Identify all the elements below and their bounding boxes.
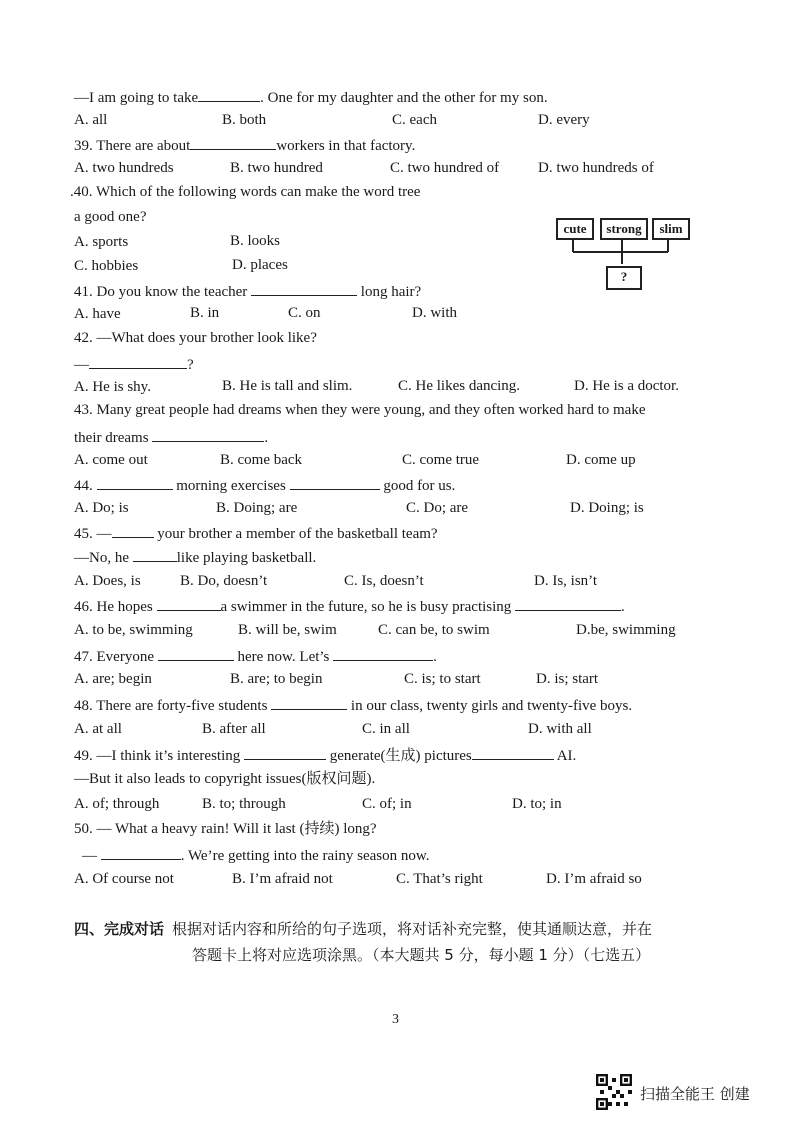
q49-option-a: A. of; through [74,796,160,812]
q40-stem-line1: .40. Which of the following words can make the word tree [70,184,421,200]
q41-option-a: A. have [74,306,121,322]
q44-option-a: A. Do; is [74,500,129,516]
answer-blank [333,646,433,661]
q46-option-d: D.be, swimming [576,622,676,638]
q43-stem-line1: 43. Many great people had dreams when they were young, and they often worked hard to make [74,402,646,418]
q39-option-d: D. two hundreds of [538,160,654,176]
q39-stem: 39. There are about workers in that factory. [74,135,415,155]
tree-word-cute: cute [556,218,594,240]
q42-stem-line1: 42. —What does your brother look like? [74,330,317,346]
scanner-watermark: 扫描全能王 创建 [640,1085,750,1103]
q46-option-a: A. to be, swimming [74,622,193,638]
q45-option-a: A. Does, is [74,573,141,589]
q42-stem-line2: — ? [74,354,194,374]
q47-option-b: B. are; to begin [230,671,323,687]
answer-blank [112,523,154,538]
q45-stem-line2: —No, he like playing basketball. [74,547,316,567]
q50-option-c: C. That’s right [396,871,483,887]
answer-blank [251,281,357,296]
q45-option-d: D. Is, isn’t [534,573,598,589]
q49-option-c: C. of; in [362,796,412,812]
q46-stem: 46. He hopes a swimmer in the future, so he is busy practising . [74,596,625,616]
q48-option-c: C. in all [362,721,410,737]
q41-stem: 41. Do you know the teacher long hair? [74,281,421,301]
q50-option-d: D. I’m afraid so [546,871,642,887]
answer-blank [244,745,326,760]
q45-option-b: B. Do, doesn’t [180,573,268,589]
answer-blank [133,547,177,562]
answer-blank [472,745,554,760]
q40-option-b: B. looks [230,233,281,249]
q39-option-a: A. two hundreds [74,160,174,176]
page-number: 3 [392,1012,399,1027]
q50-option-a: A. Of course not [74,871,174,887]
q41-option-c: C. on [288,305,321,321]
q49-option-d: D. to; in [512,796,562,812]
qr-code-icon [596,1074,632,1110]
q43-stem-line2: their dreams . [74,427,268,447]
answer-blank [97,475,173,490]
answer-blank [515,596,621,611]
section-4-line1: 四、完成对话 根据对话内容和所给的句子选项，将对话补充完整，使其通顺达意，并在 [74,920,653,938]
q38-option-b: B. both [222,112,267,128]
q41-option-d: D. with [412,305,457,321]
tree-word-slim: slim [652,218,690,240]
q49-stem-line1: 49. —I think it’s interesting generate(生成) pictures AI. [74,745,576,765]
q45-stem-line1: 45. — your brother a member of the basketball team? [74,523,438,543]
answer-blank [190,135,276,150]
q39-option-c: C. two hundred of [390,160,500,176]
q44-option-d: D. Doing; is [570,500,644,516]
q49-option-b: B. to; through [202,796,286,812]
answer-blank [89,354,187,369]
answer-blank [271,695,347,710]
q38-option-a: A. all [74,112,108,128]
answer-blank [158,646,234,661]
q42-option-c: C. He likes dancing. [398,378,521,394]
q50-stem-line2: — . We’re getting into the rainy season now. [82,845,429,865]
tree-word-strong: strong [600,218,648,240]
q38-option-c: C. each [392,112,437,128]
section-4-title: 四、完成对话 [74,920,165,938]
q49-stem-line2: —But it also leads to copyright issues(版权问题). [74,771,376,787]
answer-blank [101,845,181,860]
q45-option-c: C. Is, doesn’t [344,573,424,589]
q48-stem: 48. There are forty-five students in our class, twenty girls and twenty-five boys. [74,695,632,715]
q48-option-d: D. with all [528,721,592,737]
q42-option-d: D. He is a doctor. [574,378,679,394]
q48-option-a: A. at all [74,721,122,737]
q44-option-c: C. Do; are [406,500,469,516]
answer-blank [152,427,264,442]
section-4-line2: 答题卡上将对应选项涂黑。（本大题共 5 分，每小题 1 分）（七选五） [192,946,651,964]
q43-option-d: D. come up [566,452,636,468]
q41-option-b: B. in [190,305,220,321]
q46-option-b: B. will be, swim [238,622,337,638]
q47-stem: 47. Everyone here now. Let’s . [74,646,437,666]
q43-option-c: C. come true [402,452,480,468]
q40-option-c: C. hobbies [74,258,139,274]
tree-word-unknown: ? [606,266,642,290]
q46-option-c: C. can be, to swim [378,622,490,638]
q44-stem: 44. morning exercises good for us. [74,475,455,495]
q40-stem-line2: a good one? [74,209,147,225]
q38-stem: —I am going to take . One for my daughter and the other for my son. [74,87,548,107]
q43-option-a: A. come out [74,452,148,468]
q40-option-d: D. places [232,257,288,273]
q38-option-d: D. every [538,112,590,128]
q50-stem-line1: 50. — What a heavy rain! Will it last (持续) long? [74,821,377,837]
q47-option-d: D. is; start [536,671,599,687]
q43-option-b: B. come back [220,452,303,468]
q42-option-b: B. He is tall and slim. [222,378,353,394]
q42-option-a: A. He is shy. [74,379,151,395]
q39-option-b: B. two hundred [230,160,323,176]
q47-option-c: C. is; to start [404,671,481,687]
answer-blank [157,596,221,611]
q47-option-a: A. are; begin [74,671,152,687]
q50-option-b: B. I’m afraid not [232,871,333,887]
word-tree-diagram [552,212,692,296]
answer-blank [198,87,260,102]
q44-option-b: B. Doing; are [216,500,298,516]
answer-blank [290,475,380,490]
q40-option-a: A. sports [74,234,129,250]
section-4-instructions [74,916,754,968]
q48-option-b: B. after all [202,721,266,737]
